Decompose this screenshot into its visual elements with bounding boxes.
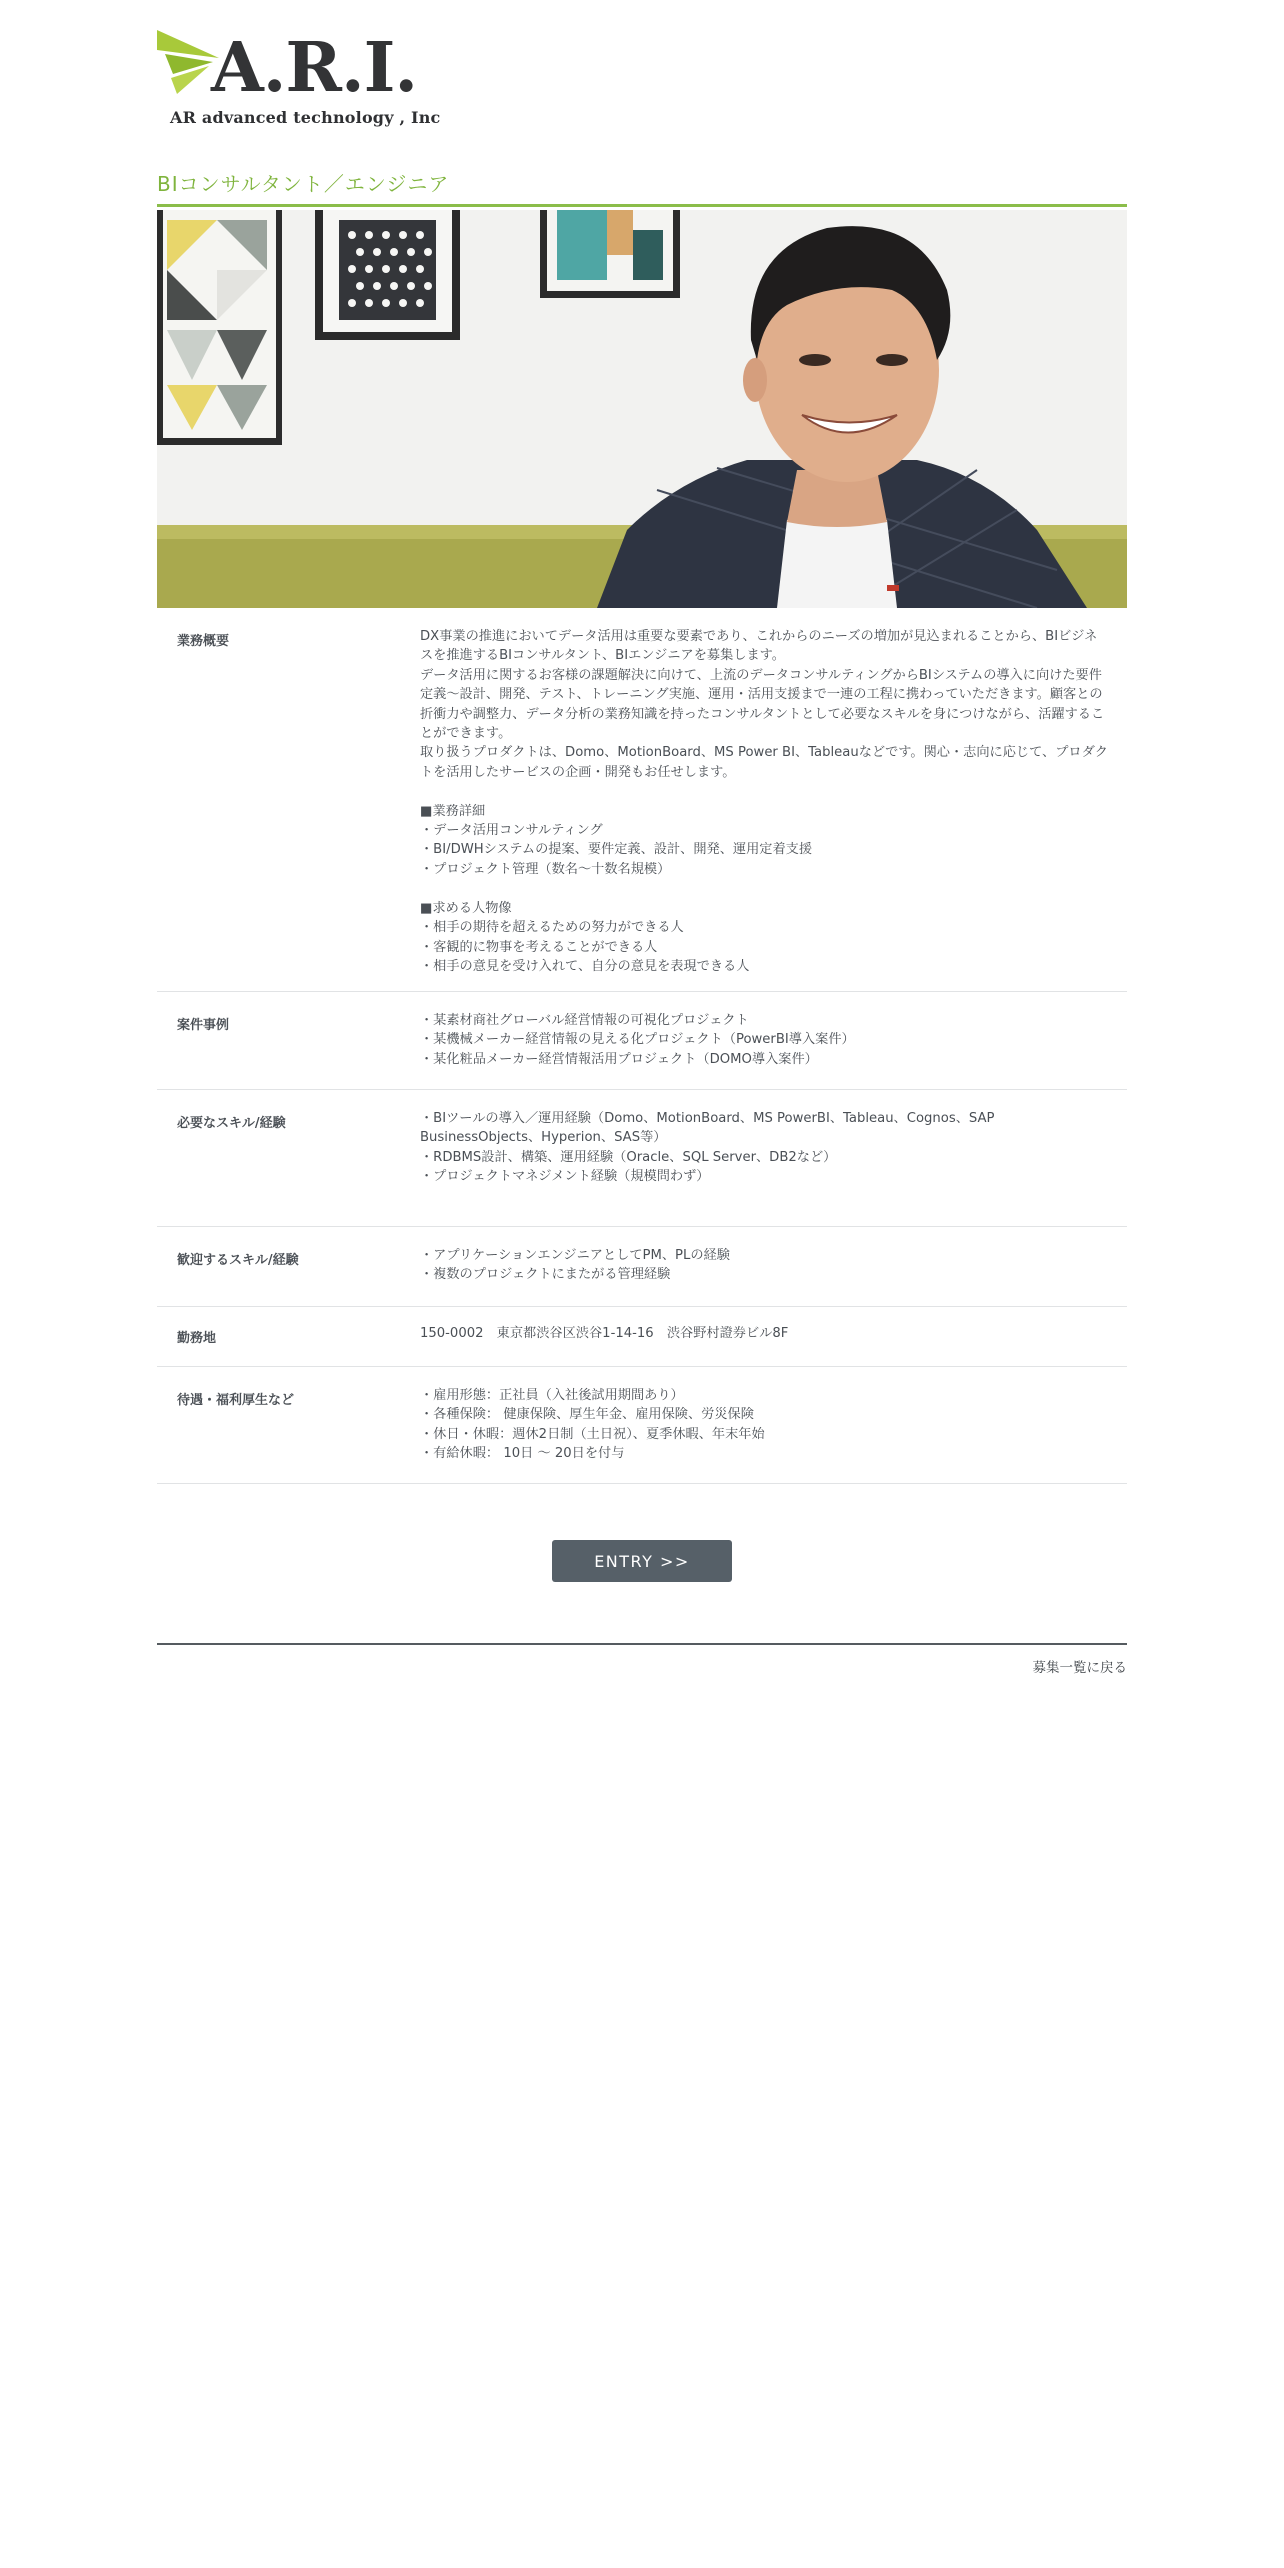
page-title: BIコンサルタント／エンジニア [157, 172, 450, 196]
row-content: ・某素材商社グローバル経営情報の可視化プロジェクト ・某機械メーカー経営情報の見える化プロジェクト（PowerBI導入案件） ・某化粧品メーカー経営情報活用プロジェクト（DOMO導入案件） [420, 1013, 855, 1067]
row-label: 待遇・福利厚生など [177, 1393, 295, 1408]
logo-wordmark: A.R.I. [211, 28, 418, 108]
entry-button[interactable]: ENTRY >> [552, 1540, 732, 1582]
row-label: 勤務地 [177, 1331, 217, 1346]
detail-row-location [157, 1307, 1127, 1367]
detail-row-case-studies [157, 992, 1127, 1090]
row-label: 業務概要 [177, 634, 230, 649]
footer-divider [157, 1643, 1127, 1645]
detail-row-required-skills [157, 1090, 1127, 1227]
company-logo[interactable] [157, 28, 441, 133]
title-divider [157, 204, 1127, 207]
detail-row-benefits [157, 1367, 1127, 1484]
job-details-table [157, 608, 1127, 1484]
row-content: ・アプリケーションエンジニアとしてPM、PLの経験 ・複数のプロジェクトにまたがる管理経験 [420, 1248, 730, 1283]
row-content: 150-0002 東京都渋谷区渋谷1-14-16 渋谷野村證券ビル8F [420, 1326, 789, 1341]
detail-row-overview [157, 608, 1127, 992]
detail-row-welcome-skills [157, 1227, 1127, 1307]
row-content: ・雇用形態：正社員（入社後試用期間あり） ・各種保険： 健康保険、厚生年金、雇用保険、労災保険 ・休日・休暇：週休2日制（土日祝）、夏季休暇、年末年始 ・有給休暇： 10日 ～ 20日を付与 [420, 1388, 765, 1462]
logo-tagline: AR advanced technology , Inc [170, 108, 441, 127]
back-to-listings-link[interactable]: 募集一覧に戻る [1032, 1660, 1127, 1676]
row-label: 案件事例 [177, 1018, 230, 1033]
row-content: ・BIツールの導入／運用経験（Domo、MotionBoard、MS PowerBI、Tableau、Cognos、SAP BusinessObjects、Hyperion、SAS等） ・RDBMS設計、構築、運用経験（Oracle、SQL Server、DB2など） ・プロジェクトマネジメント経験（規模問わず） [420, 1111, 995, 1185]
row-label: 必要なスキル/経験 [177, 1116, 286, 1131]
hero-photo [157, 210, 1127, 608]
row-content: DX事業の推進においてデータ活用は重要な要素であり、これからのニーズの増加が見込まれることから、BIビジネスを推進するBIコンサルタント、BIエンジニアを募集します。 データ活用に関するお客様の課題解決に向けて、上流のデータコンサルティングからBIシステムの導入に向けた要件定義～設計、開発、テスト、トレーニング実施、運用・活用支援まで一連の工程に携わっていただきます。顧客との折衝力や調整力、データ分析の業務知識を持ったコンサルタントとして必要なスキルを身につけながら、活躍することができます。 取り扱うプロダクトは、Domo、MotionBoard、MS Power BI、Tableauなどです。関心・志向に応じて、プロダクトを活用したサービスの企画・開発もお任せします。 ■業務詳細 ・データ活用コンサルティング ・BI/DWHシステムの提案、要件定義、設計、開発、運用定着支援 ・プロジェクト管理（数名～十数名規模） ■求める人物像 ・相手の期待を超えるための努力ができる人 ・客観的に物事を考えることができる人 ・相手の意見を受け入れて、自分の意見を表現できる人 [420, 629, 1108, 974]
row-label: 歓迎するスキル/経験 [177, 1253, 299, 1268]
